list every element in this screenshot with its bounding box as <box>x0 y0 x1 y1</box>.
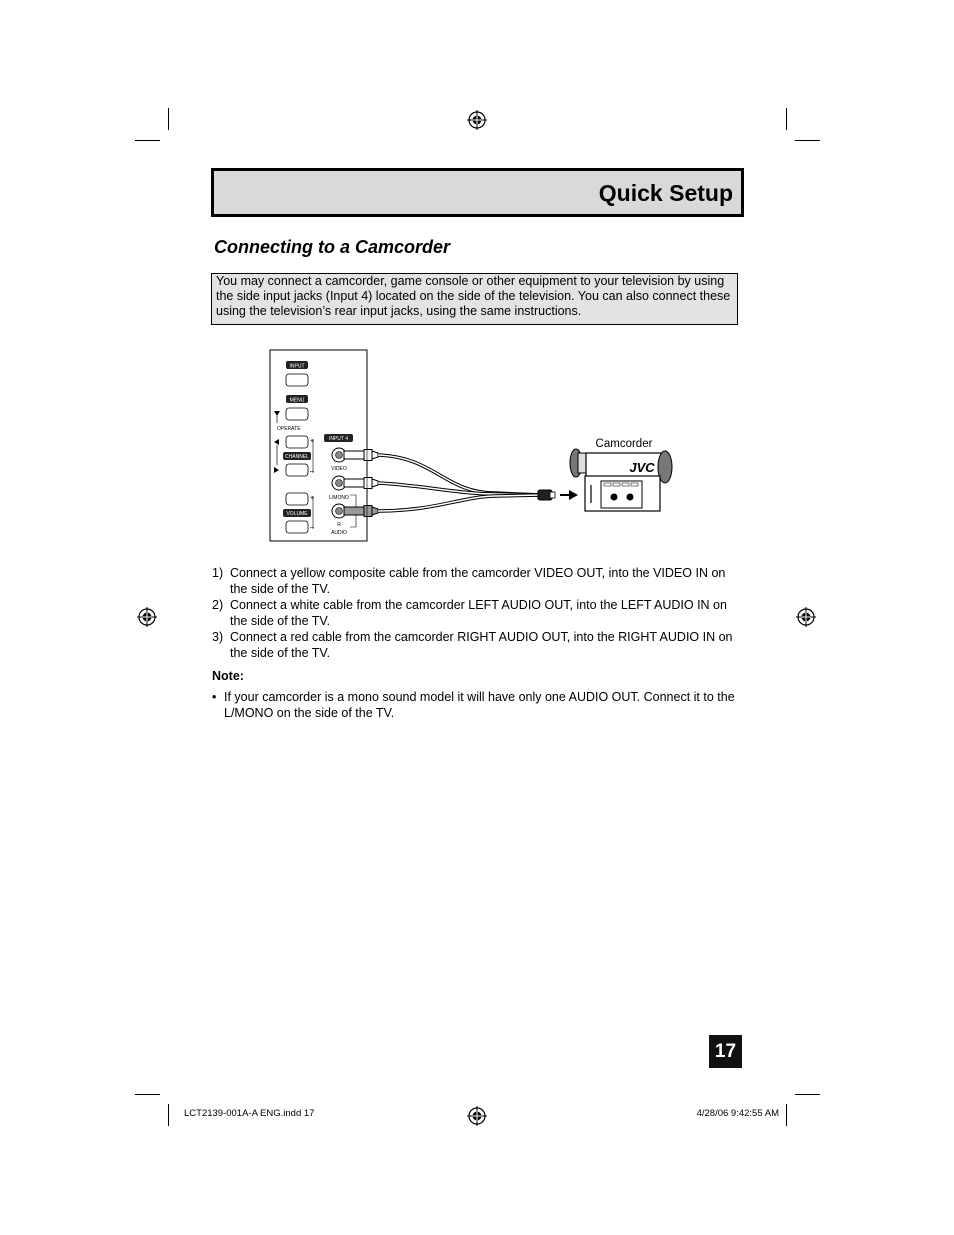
camcorder-label: Camcorder <box>595 438 653 450</box>
menu-button <box>286 408 308 420</box>
note-item <box>212 690 756 721</box>
note-text: If your camcorder is a mono sound model it will have only one AUDIO OUT. Connect it to the L/MONO on the side of the TV. <box>224 690 735 720</box>
intro-box <box>211 273 738 325</box>
crop-mark <box>786 108 787 130</box>
footer-file: LCT2139-001A-A ENG.indd 17 <box>184 1108 315 1119</box>
crop-mark <box>168 108 169 130</box>
camcorder-brand: JVC <box>629 460 655 475</box>
crop-mark <box>786 1104 787 1126</box>
panel-label-menu: MENU <box>289 397 305 404</box>
step-text: Connect a yellow composite cable from the camcorder VIDEO OUT, into the VIDEO IN on the side of the TV. <box>230 566 726 596</box>
panel-label-lmono: L/MONO <box>329 495 349 501</box>
step-text: Connect a white cable from the camcorder LEFT AUDIO OUT, into the LEFT AUDIO IN on the side of the TV. <box>230 598 727 628</box>
panel-label-video: VIDEO <box>331 466 347 472</box>
header-bar <box>211 168 744 217</box>
section-title: Connecting to a Camcorder <box>214 237 451 257</box>
volume-up-button <box>286 493 308 505</box>
footer-timestamp: 4/28/06 9:42:55 AM <box>696 1108 779 1119</box>
arrow-icon <box>560 490 578 500</box>
panel-label-audio: AUDIO <box>331 530 347 536</box>
step-number: 1) <box>212 566 224 580</box>
step-number: 3) <box>212 630 224 644</box>
step-text: Connect a red cable from the camcorder RIGHT AUDIO OUT, into the RIGHT AUDIO IN on the side of the TV. <box>230 630 733 660</box>
crop-mark <box>168 1104 169 1126</box>
registration-mark-icon <box>467 110 487 130</box>
cable-connector <box>538 490 555 500</box>
list-item <box>212 598 744 629</box>
channel-up-button <box>286 436 308 448</box>
panel-label-operate: OPERATE <box>277 426 301 432</box>
registration-mark-icon <box>796 607 816 627</box>
camcorder-icon <box>570 449 672 511</box>
svg-text:+: + <box>310 438 315 445</box>
header-title: Quick Setup <box>598 180 733 206</box>
crop-mark <box>135 1094 160 1095</box>
step-number: 2) <box>212 598 224 612</box>
white-audio-plug <box>344 478 378 489</box>
registration-mark-icon <box>467 1106 487 1126</box>
page-number: 17 <box>709 1035 742 1068</box>
panel-label-channel: CHANNEL <box>285 454 309 460</box>
registration-mark-icon <box>137 607 157 627</box>
intro-text: You may connect a camcorder, game console or other equipment to your television by using the side input jacks (Input 4) located on the side of the television. You can also connect these using the television’s rear input jacks, using the same instructions. <box>216 274 731 318</box>
list-item <box>212 630 744 661</box>
note-title: Note: <box>212 669 244 683</box>
video-plug <box>344 450 378 461</box>
red-audio-plug <box>344 506 378 517</box>
av-cable <box>378 455 540 511</box>
input-button <box>286 374 308 386</box>
panel-label-input4: INPUT 4 <box>328 436 349 442</box>
connection-diagram <box>260 345 690 550</box>
crop-mark <box>795 140 820 141</box>
channel-down-button <box>286 464 308 476</box>
panel-label-r: R <box>337 522 341 528</box>
bullet: • <box>212 690 217 704</box>
steps-list <box>212 566 744 662</box>
list-item <box>212 566 744 597</box>
panel-label-volume: VOLUME <box>286 511 308 517</box>
volume-down-button <box>286 521 308 533</box>
panel-label-input: INPUT <box>289 363 305 370</box>
svg-text:+: + <box>310 495 315 502</box>
crop-mark <box>795 1094 820 1095</box>
svg-text:–: – <box>310 468 314 475</box>
svg-text:–: – <box>310 524 314 531</box>
crop-mark <box>135 140 160 141</box>
